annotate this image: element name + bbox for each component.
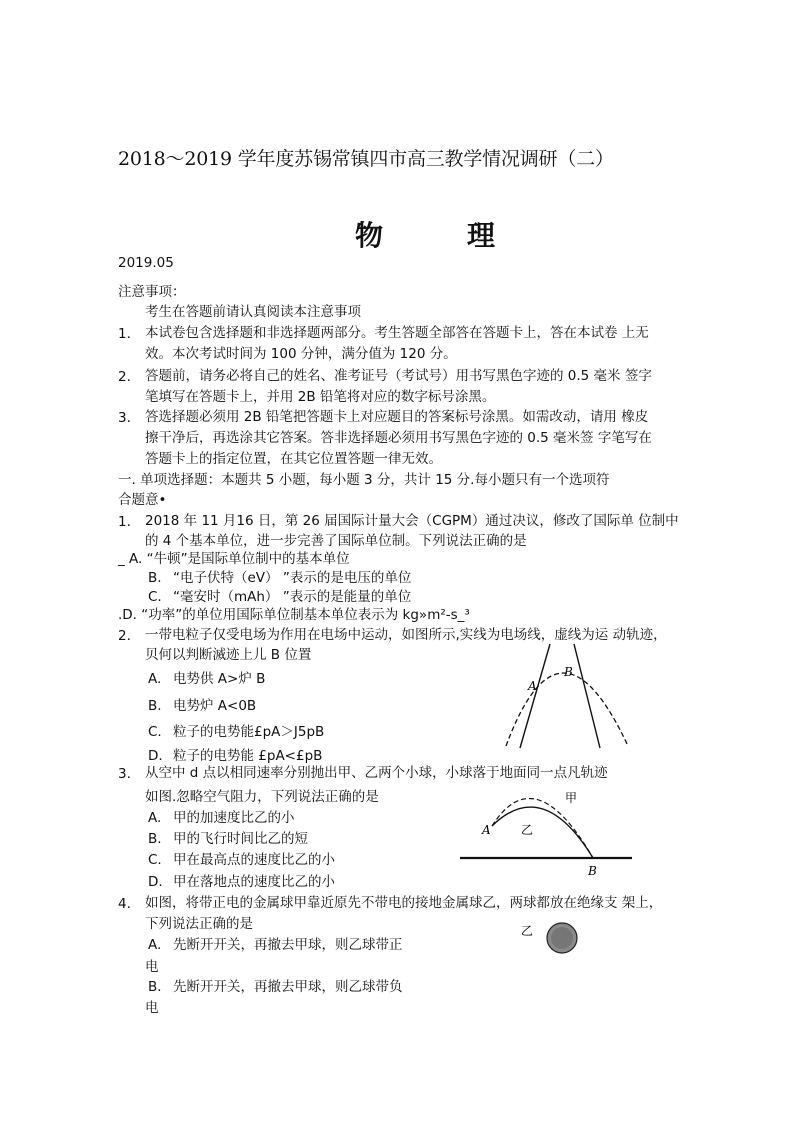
- notice-item-1-line1: 本试卷包含选择题和非选择题两部分。考生答题全部答在答题卡上，答在本试卷 上无: [145, 325, 649, 341]
- q3-point-b-label: B: [588, 864, 597, 878]
- q2-stem-line1: 一带电粒子仅受电场为作用在电场中运动，如图所示,实线为电场线，虚线为运 动轨迹，: [145, 627, 667, 643]
- q2-field-diagram: [500, 640, 640, 755]
- q2-point-b-label: B: [564, 665, 573, 679]
- q1-stem-line1: 2018 年 11 月16 日，第 26 届国际计量大会（CGPM）通过决议，修改了国际单 位制中: [145, 513, 679, 529]
- q3-projectile-diagram: [455, 786, 640, 880]
- q2-option-c-label: C.: [148, 724, 162, 740]
- q2-option-d-label: D.: [148, 748, 163, 764]
- label-yi-sphere: 乙: [521, 924, 534, 938]
- q1-option-d: .D. “功率”的单位用国际单位制基本单位表示为 kg»m²-s_³: [118, 607, 470, 623]
- trajectory-jia: [492, 798, 593, 858]
- notice-item-2-line1: 答题前，请务必将自己的姓名、准考证号（考试号）用书写黑色字迹的 0.5 毫米 签字: [145, 368, 652, 384]
- q4-option-a-cont: 电: [145, 959, 159, 975]
- q1-option-a: _ A. “牛顿”是国际单位制中的基本单位: [118, 551, 350, 567]
- section-1-heading-cont: 合题意•: [118, 492, 167, 508]
- q1-option-c-label: C.: [148, 589, 162, 605]
- notice-heading: 注意事项：: [118, 284, 186, 300]
- q3-option-b-label: B.: [148, 831, 162, 847]
- field-line-right: [574, 644, 600, 748]
- notice-item-1-line2: 效。本次考试时间为 100 分钟，满分值为 120 分。: [145, 346, 457, 362]
- notice-item-3-line3: 答题卡上的指定位置，在其它位置答题一律无效。: [145, 451, 442, 467]
- label-jia: 甲: [565, 791, 578, 805]
- q2-option-a: 电势供 A>炉 B: [173, 671, 266, 687]
- exam-date: 2019.05: [118, 255, 174, 271]
- q2-stem-line2: 贝何以判断滅迹上儿 B 位置: [145, 647, 312, 663]
- notice-item-1-num: 1.: [118, 326, 131, 342]
- q2-number: 2.: [118, 628, 131, 644]
- q3-option-d-label: D.: [148, 874, 163, 890]
- subject-title: 物 理: [355, 219, 524, 252]
- q2-point-a-label: A: [528, 679, 537, 693]
- q1-option-c: “毫安时（mAh） ”表示的是能量的单位: [173, 589, 412, 605]
- q2-option-b: 电势炉 A<0B: [173, 698, 257, 714]
- metal-sphere-shading: [551, 927, 573, 949]
- notice-item-3-line1: 答选择题必须用 2B 铅笔把答题卡上对应题目的答案标号涂黑。如需改动，请用 橡皮: [145, 409, 649, 425]
- q2-option-a-label: A.: [148, 671, 162, 687]
- q1-stem-line2: 的 4 个基本单位，进一步完善了国际单位制。下列说法正确的是: [145, 533, 527, 549]
- q3-point-a-label: A: [482, 823, 491, 837]
- q4-number: 4.: [118, 896, 131, 912]
- q4-option-a-label: A.: [148, 937, 162, 953]
- q1-number: 1.: [118, 514, 131, 530]
- label-yi: 乙: [521, 823, 534, 837]
- notice-intro: 考生在答题前请认真阅读本注意事项: [145, 304, 361, 320]
- q4-sphere-diagram: [515, 918, 585, 958]
- q3-option-c-label: C.: [148, 852, 162, 868]
- notice-item-3-num: 3.: [118, 410, 131, 426]
- q3-number: 3.: [118, 766, 131, 782]
- q4-option-b-label: B.: [148, 979, 162, 995]
- q3-option-b: 甲的飞行时间比乙的短: [173, 831, 308, 847]
- q2-option-d: 粒子的电势能 £pA<£pB: [173, 748, 323, 764]
- q3-option-a-label: A.: [148, 810, 162, 826]
- notice-item-2-line2: 笔填写在答题卡上，并用 2B 铅笔将对应的数字标号涂黑。: [145, 389, 496, 405]
- notice-item-2-num: 2.: [118, 369, 131, 385]
- q4-stem-line1: 如图，将带正电的金属球甲靠近原先不带电的接地金属球乙，两球都放在绝缘支 架上，: [145, 895, 663, 911]
- q1-option-b-label: B.: [148, 570, 162, 586]
- q4-stem-line2: 下列说法正确的是: [145, 916, 253, 932]
- q2-option-c: 粒子的电势能£pA＞J5pB: [173, 724, 325, 740]
- section-1-heading: 一. 单项选择题：本题共 5 小题，每小题 3 分，共计 15 分.每小题只有一个选项符: [118, 472, 610, 488]
- q3-option-c: 甲在最高点的速度比乙的小: [173, 852, 335, 868]
- q3-option-a: 甲的加速度比乙的小: [173, 810, 295, 826]
- q3-stem-line1: 从空中 d 点以相同速率分别抛出甲、乙两个小球，小球落于地面同一点凡轨迹: [145, 765, 608, 781]
- q4-option-b: 先断开开关，再撤去甲球，则乙球带负: [173, 979, 403, 995]
- q3-stem-line2: 如图.忽略空气阻力，下列说法正确的是: [145, 789, 379, 805]
- q4-option-a: 先断开开关，再撤去甲球，则乙球带正: [173, 937, 403, 953]
- field-line-left: [520, 644, 550, 748]
- q1-option-b: “电子伏特（eV） ”表示的是电压的单位: [173, 570, 412, 586]
- q4-option-b-cont: 电: [145, 1000, 159, 1016]
- q2-option-b-label: B.: [148, 698, 162, 714]
- exam-title: 2018～2019 学年度苏锡常镇四市高三教学情况调研（二）: [118, 148, 614, 170]
- trajectory-yi: [492, 807, 593, 858]
- notice-item-3-line2: 擦干净后，再选涂其它答案。答非选择题必须用书写黑色字迹的 0.5 毫米签 字笔写在: [145, 430, 652, 446]
- q3-option-d: 甲在落地点的速度比乙的小: [173, 874, 335, 890]
